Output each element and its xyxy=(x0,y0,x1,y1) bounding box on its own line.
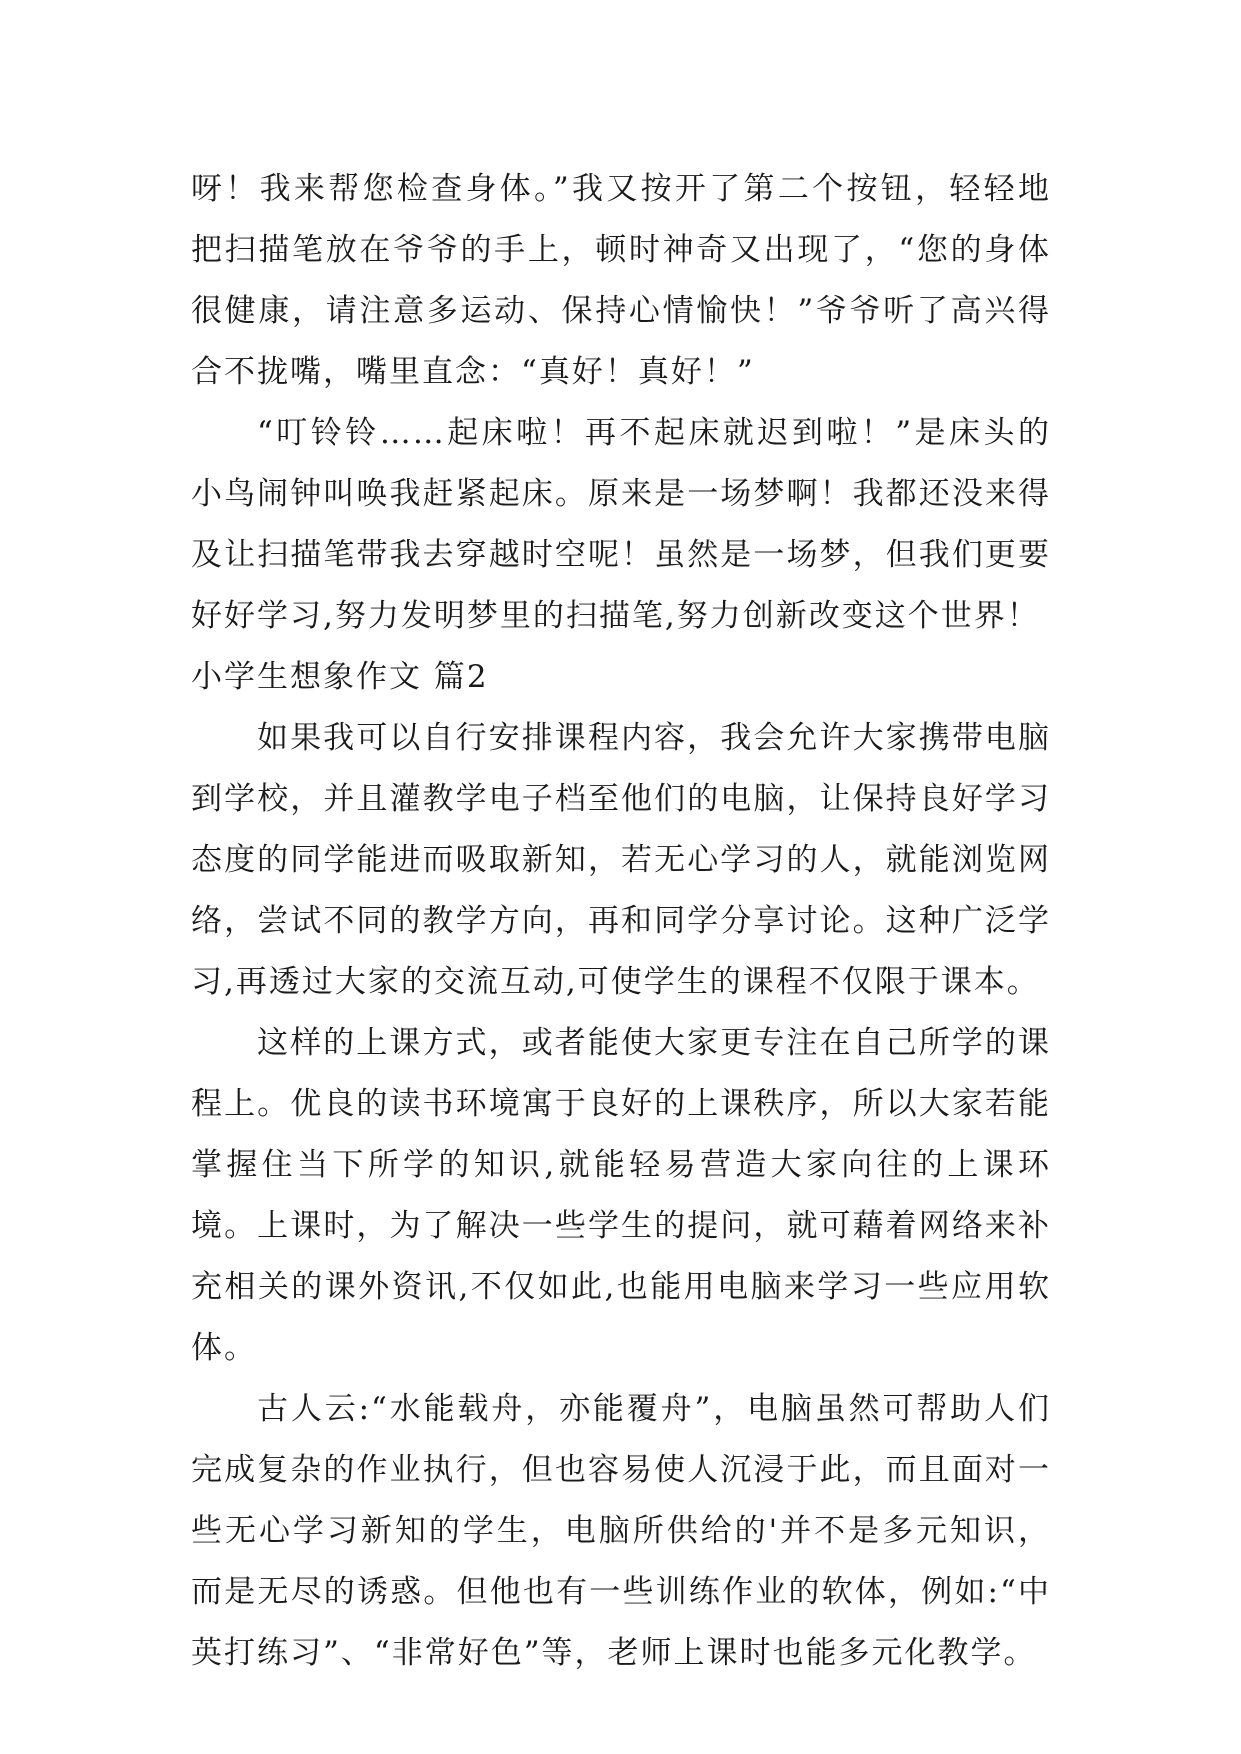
paragraph-1: 呀！我来帮您检查身体。”我又按开了第二个按钮，轻轻地把扫描笔放在爷爷的手上，顿时神奇又出现了，“您的身体很健康，请注意多运动、保持心情愉快！”爷爷听了高兴得合不拢嘴，嘴里直念：“真好！真好！” xyxy=(191,171,1051,390)
section-heading: 小学生想象作文 篇2 xyxy=(191,659,489,695)
paragraph-2: “叮铃铃……起床啦！再不起床就迟到啦！”是床头的小鸟闹钟叫唤我赶紧起床。原来是一场梦啊！我都还没来得及让扫描笔带我去穿越时空呢！虽然是一场梦，但我们更要好好学习,努力发明梦里的扫描笔,努力创新改变这个世界！ xyxy=(191,415,1051,634)
section-paragraph-2: 这样的上课方式，或者能使大家更专注在自己所学的课程上。优良的读书环境寓于良好的上课秩序，所以大家若能掌握住当下所学的知识,就能轻易营造大家向往的上课环境。上课时，为了解决一些学生的提问，就可藉着网络来补充相关的课外资讯,不仅如此,也能用电脑来学习一些应用软体。 xyxy=(191,1025,1051,1366)
section-paragraph-1: 如果我可以自行安排课程内容，我会允许大家携带电脑到学校，并且灌教学电子档至他们的电脑，让保持良好学习态度的同学能进而吸取新知，若无心学习的人，就能浏览网络，尝试不同的教学方向，再和同学分享讨论。这种广泛学习,再透过大家的交流互动,可使学生的课程不仅限于课本。 xyxy=(191,720,1051,1000)
document-body xyxy=(191,159,1051,1684)
section-paragraph-3: 古人云:“水能载舟，亦能覆舟”，电脑虽然可帮助人们完成复杂的作业执行，但也容易使人沉浸于此，而且面对一些无心学习新知的学生，电脑所供给的'并不是多元知识，而是无尽的诱惑。但他也有一些训练作业的软体，例如:“中英打练习”、“非常好色”等，老师上课时也能多元化教学。 xyxy=(191,1391,1051,1671)
